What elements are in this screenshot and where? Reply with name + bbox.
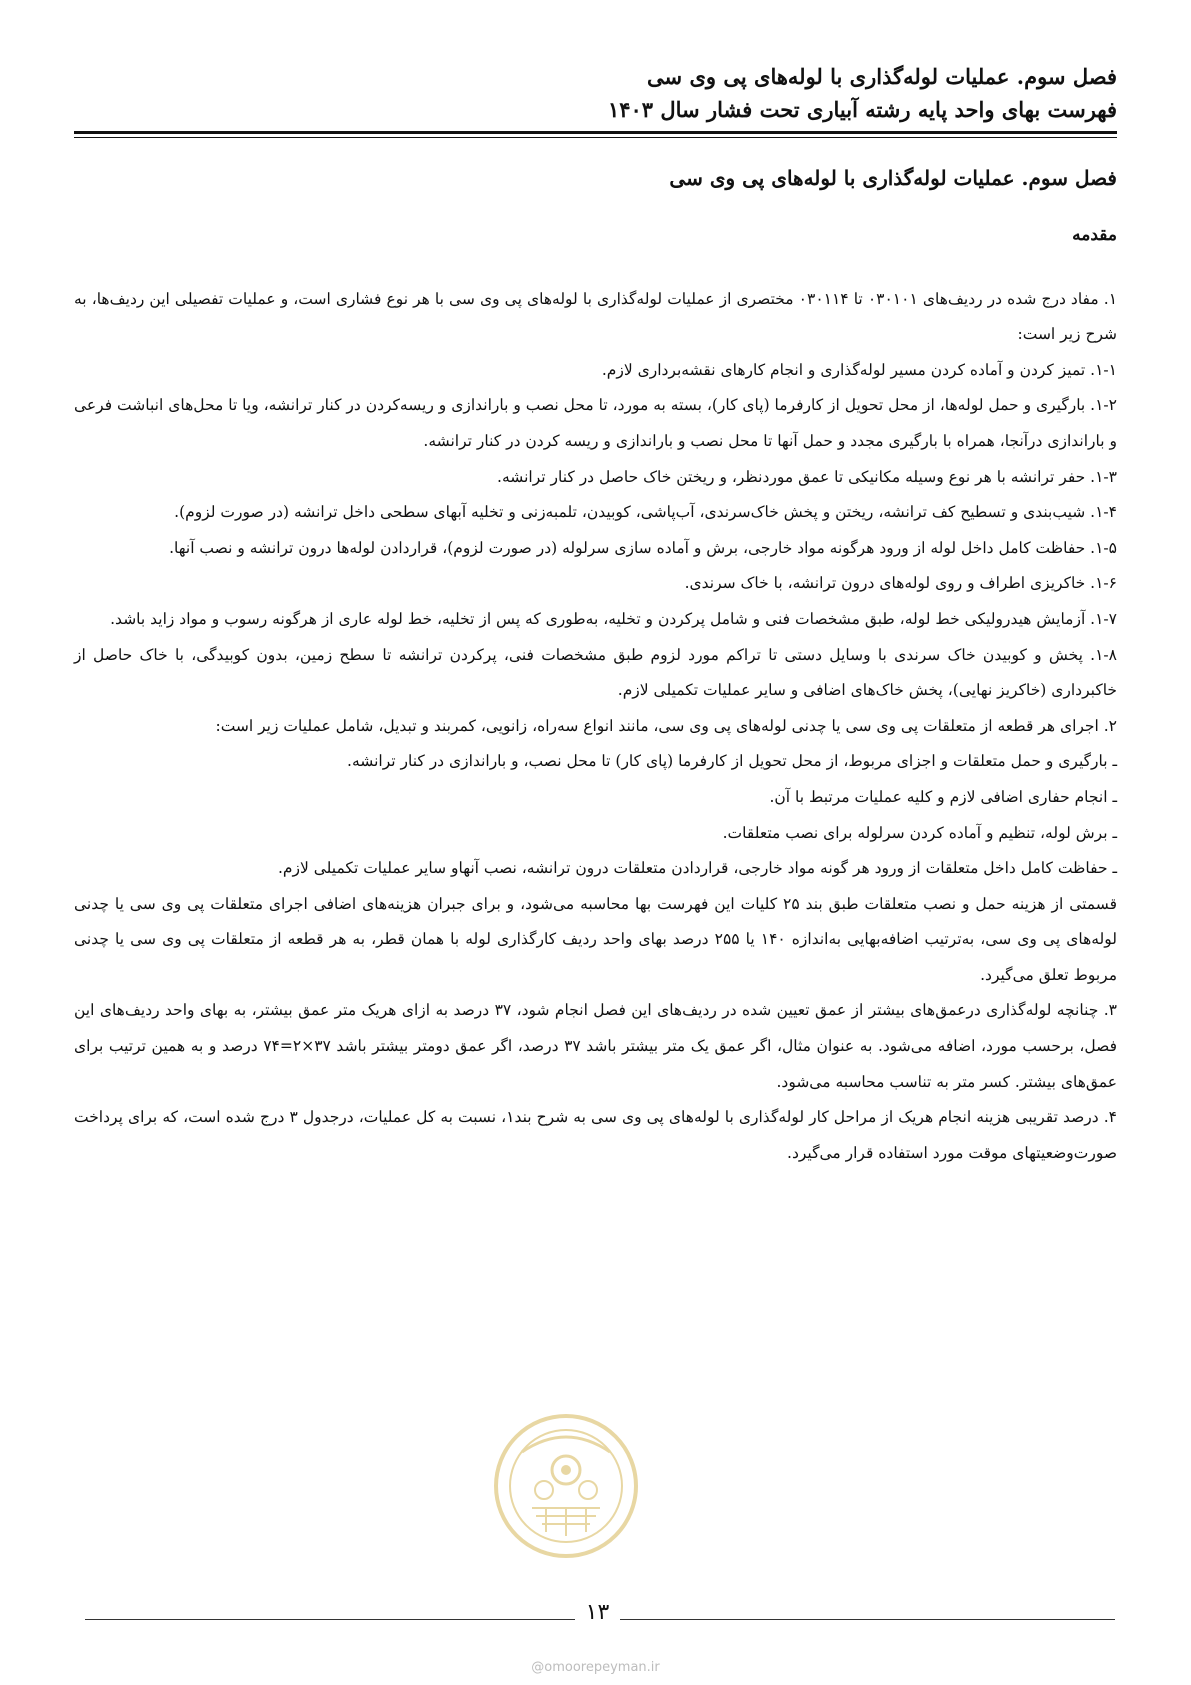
bullet-item: ـ بارگیری و حمل متعلقات و اجزای مربوط، از محل تحویل از کارفرما (پای کار) تا محل نصب، و باراندازی در کنار ترانشه.	[347, 752, 1117, 771]
header-rule-thin	[74, 137, 1117, 138]
paragraph-1-6: ۱-۶. خاکریزی اطراف و روی لوله‌های درون ترانشه، با خاک سرندی.	[684, 574, 1117, 593]
bullet-item: ـ حفاظت کامل داخل متعلقات از ورود هر گونه مواد خارجی، قراردادن متعلقات درون ترانشه، نصب آنهاو سایر عملیات تکمیلی لازم.	[277, 859, 1117, 878]
bullet-item: ـ انجام حفاری اضافی لازم و کلیه عملیات مرتبط با آن.	[769, 787, 1117, 806]
bullet-item: ـ برش لوله، تنظیم و آماده کردن سرلوله برای نصب متعلقات.	[722, 823, 1117, 842]
paragraph-1-5: ۱-۵. حفاظت کامل داخل لوله از ورود هرگونه مواد خارجی، برش و آماده سازی سرلوله (در صورت لزوم)، قراردادن لوله‌ها درون ترانشه و نصب آنها.	[169, 538, 1117, 557]
page-number: ۱۳	[585, 1600, 610, 1625]
main-content	[74, 160, 1117, 1171]
paragraph-3: ۳. چنانچه لوله‌گذاری درعمق‌های بیشتر از عمق تعیین شده در ردیف‌های این فصل انجام شود، ۳۷ درصد به ازای هریک متر عمق بیشتر، به بهای واحد ردیف‌های این فصل، برحسب مورد، اضافه می‌شود. به عنوان مثال، اگر عمق یک متر بیشتر باشد ۳۷ درصد، اگر عمق دومتر بیشتر باشد ۳۷×۲=۷۴ درصد و به همین ترتیب برای عمق‌های بیشتر. کسر متر به تناسب محاسبه می‌شود.	[74, 1001, 1117, 1091]
paragraph-1-1: ۱-۱. تمیز کردن و آماده کردن مسیر لوله‌گذاری و انجام کارهای نقشه‌برداری لازم.	[601, 360, 1117, 379]
paragraph-1-2: ۱-۲. بارگیری و حمل لوله‌ها، از محل تحویل از کارفرما (پای کار)، بسته به مورد، تا محل نصب و باراندازی و ریسه‌کردن در کنار ترانشه، ویا تا محل‌های انباشت فرعی و باراندازی درآنجا، همراه با بارگیری مجدد و حمل آنها تا محل نصب و باراندازی و ریسه کردن در کنار ترانشه.	[74, 396, 1117, 450]
paragraph-1-7: ۱-۷. آزمایش هیدرولیکی خط لوله، طبق مشخصات فنی و شامل پرکردن و تخلیه، به‌طوری که پس از تخلیه، خط لوله عاری از هرگونه رسوب و مواد زاید باشد.	[110, 609, 1117, 628]
paragraph-2-note: قسمتی از هزینه حمل و نصب متعلقات طبق بند ۲۵ کلیات این فهرست بها محاسبه می‌شود، و برای جبران هزینه‌های اضافی اجرای متعلقات پی وی سی یا چدنی لوله‌های پی وی سی، به‌ترتیب اضافه‌بهایی به‌اندازه ۱۴۰ یا ۲۵۵ درصد بهای واحد ردیف کارگذاری لوله با همان قطر، به هر قطعه از متعلقات پی وی سی یا چدنی مربوط تعلق می‌گیرد.	[74, 894, 1118, 984]
paragraph-1-4: ۱-۴. شیب‌بندی و تسطیح کف ترانشه، ریختن و پخش خاک‌سرندی، آب‌پاشی، کوبیدن، تلمبه‌زنی و تخلیه آبهای سطحی داخل ترانشه (در صورت لزوم).	[174, 503, 1117, 522]
seal-stamp-icon	[492, 1412, 640, 1560]
header-book-title: فهرست بهای واحد پایه رشته آبیاری تحت فشار سال ۱۴۰۳	[607, 97, 1117, 122]
intro-heading: مقدمه	[1072, 225, 1117, 245]
paragraph-1: ۱. مفاد درج شده در ردیف‌های ۰۳۰۱۰۱ تا ۰۳۰۱۱۴ مختصری از عملیات لوله‌گذاری با لوله‌های پی وی سی با هر نوع فشاری است، و عملیات تفصیلی این ردیف‌ها، به شرح زیر است:	[74, 289, 1118, 344]
header-chapter-title: فصل سوم. عملیات لوله‌گذاری با لوله‌های پی وی سی	[647, 64, 1117, 89]
header-rule-thick	[74, 131, 1117, 134]
footer-rule-left	[85, 1619, 575, 1620]
paragraph-1-8: ۱-۸. پخش و کوبیدن خاک سرندی با وسایل دستی تا تراکم مورد لزوم طبق مشخصات فنی، پرکردن ترانشه تا سطح زمین، بدون کوبیدگی، با خاک حاصل از خاکبرداری (خاکریز نهایی)، پخش خاک‌های اضافی و سایر عملیات تکمیلی لازم.	[74, 645, 1117, 700]
paragraph-2: ۲. اجرای هر قطعه از متعلقات پی وی سی یا چدنی لوله‌های پی وی سی، مانند انواع سه‌راه، زانویی، کمربند و تبدیل، شامل عملیات زیر است:	[215, 716, 1117, 735]
paragraph-4: ۴. درصد تقریبی هزینه انجام هریک از مراحل کار لوله‌گذاری با لوله‌های پی وی سی به شرح بند۱، نسبت به کل عملیات، درجدول ۳ درج شده است، که برای پرداخت صورت‌وضعیتهای موقت مورد استفاده قرار می‌گیرد.	[74, 1108, 1117, 1162]
section-title: فصل سوم. عملیات لوله‌گذاری با لوله‌های پی وی سی	[669, 166, 1117, 190]
watermark-text: @omoorepeyman.ir	[531, 1660, 660, 1675]
paragraph-1-3: ۱-۳. حفر ترانشه با هر نوع وسیله مکانیکی تا عمق موردنظر، و ریختن خاک حاصل در کنار ترانشه.	[497, 467, 1117, 486]
running-header	[77, 60, 1117, 126]
footer-rule-right	[620, 1619, 1115, 1620]
